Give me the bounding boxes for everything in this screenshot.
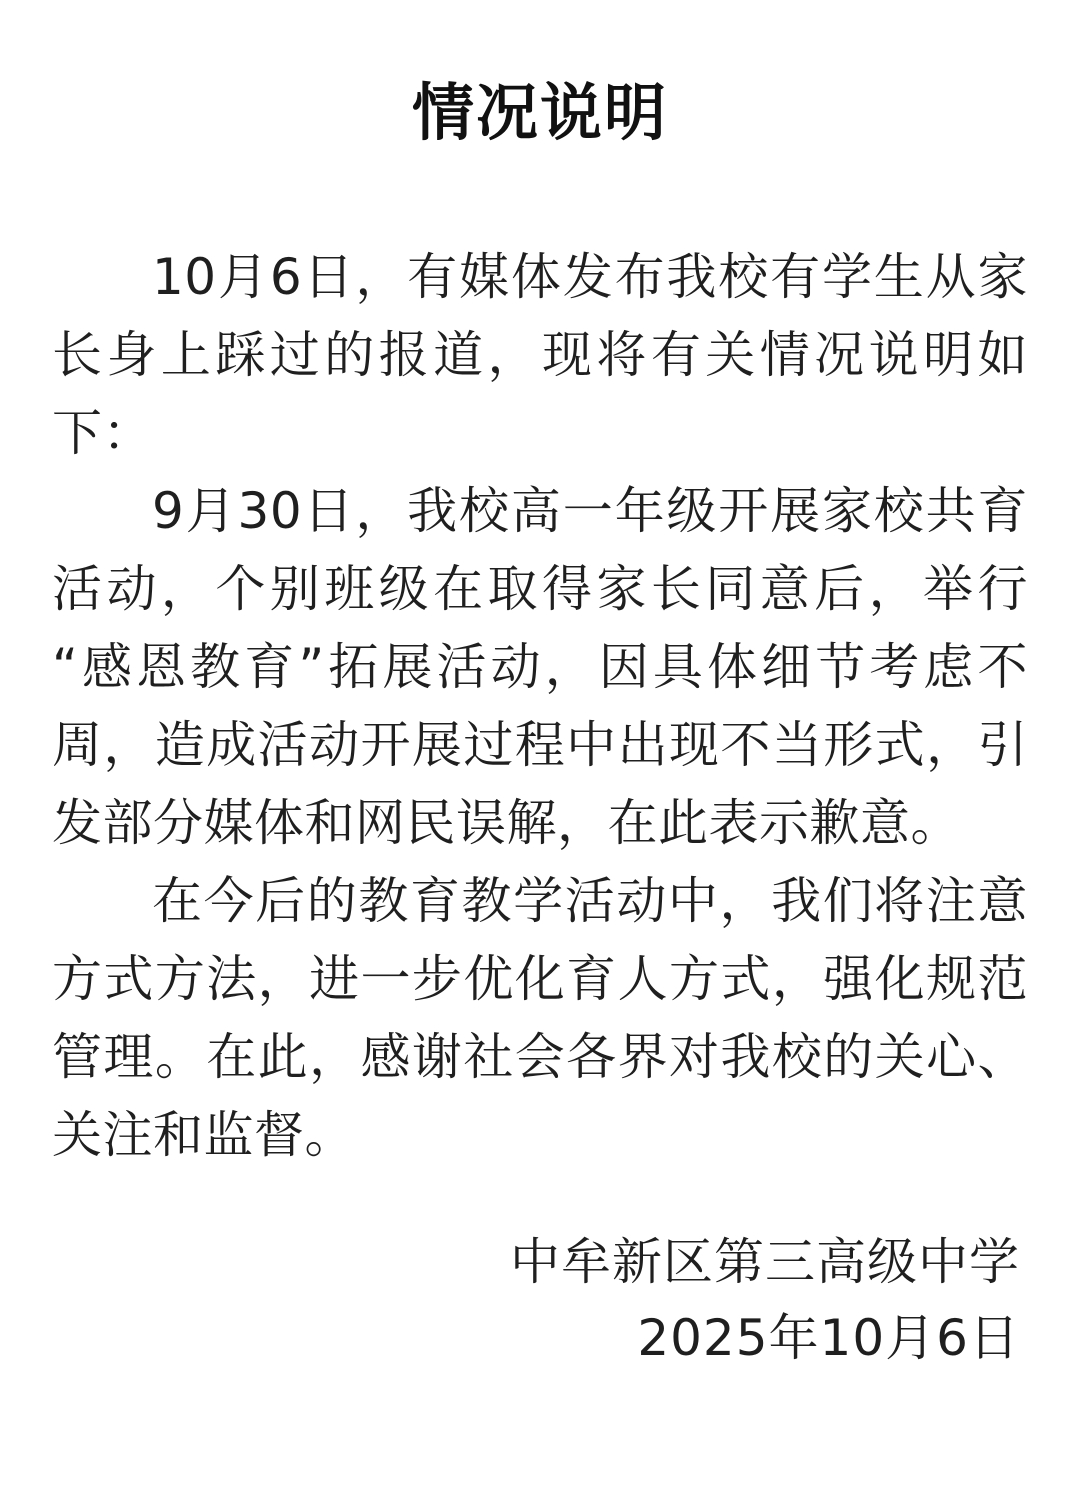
document-body: [52, 238, 1028, 1174]
page-title: 情况说明: [411, 76, 668, 149]
paragraph-1: 10月6日，有媒体发布我校有学生从家长身上踩过的报道，现将有关情况说明如下：: [52, 248, 1028, 463]
signature-date: 2025年10月6日: [637, 1309, 1020, 1367]
paragraph-2: 9月30日，我校高一年级开展家校共育活动，个别班级在取得家长同意后，举行“感恩教育”拓展活动，因具体细节考虑不周，造成活动开展过程中出现不当形式，引发部分媒体和网民误解，在此表示歉意。: [52, 482, 1028, 853]
signature-organization: 中牟新区第三高级中学: [510, 1233, 1020, 1291]
signature-block: [510, 1224, 1020, 1376]
paragraph-3: 在今后的教育教学活动中，我们将注意方式方法，进一步优化育人方式，强化规范管理。在此，感谢社会各界对我校的关心、关注和监督。: [52, 872, 1028, 1165]
